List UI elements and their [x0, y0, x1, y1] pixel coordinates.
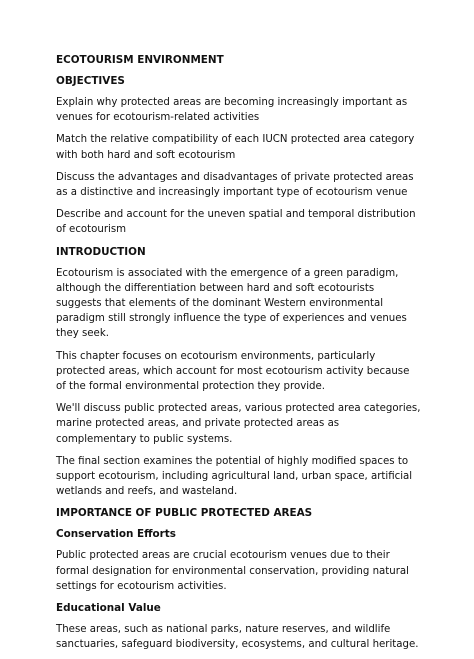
educational-paragraph: These areas, such as national parks, nature reserves, and wildlife sanctuaries, safeguard biodiversity, ecosystems, and cultural heritage.: [56, 624, 419, 651]
objective-item: Discuss the advantages and disadvantages of private protected areas as a distinctive and increasingly important type of ecotourism venue: [56, 171, 414, 199]
objectives-heading: OBJECTIVES: [56, 75, 125, 87]
objective-item: Explain why protected areas are becoming increasingly important as venues for ecotourism-related activities: [56, 97, 408, 124]
importance-heading: IMPORTANCE OF PUBLIC PROTECTED AREAS: [56, 507, 313, 520]
document-title: ECOTOURISM ENVIRONMENT: [56, 54, 224, 66]
introduction-paragraph: Ecotourism is associated with the emergence of a green paradigm, although the differentiation between hard and soft ecotourists suggests that elements of the dominant Western environmental paradigm still strongly influence the type of experiences and venues they seek.: [56, 267, 407, 340]
conservation-paragraph: Public protected areas are crucial ecotourism venues due to their formal designation for environmental conservation, providing natural settings for ecotourism activities.: [56, 550, 410, 592]
introduction-heading: INTRODUCTION: [56, 245, 146, 258]
introduction-paragraph: We'll discuss public protected areas, various protected area categories, marine protected areas, and private protected areas as complementary to public systems.: [56, 403, 421, 445]
introduction-paragraph: This chapter focuses on ecotourism environments, particularly protected areas, which account for most ecotourism activity because of the formal environmental protection they provide.: [56, 350, 410, 393]
objective-item: Describe and account for the uneven spatial and temporal distribution of ecotourism: [56, 209, 416, 236]
introduction-paragraph: The final section examines the potential of highly modified spaces to support ecotourism, including agricultural land, urban space, artificial wetlands and reefs, and wasteland.: [56, 455, 413, 498]
document-page: [56, 53, 422, 659]
conservation-heading: Conservation Efforts: [56, 528, 176, 541]
educational-heading: Educational Value: [56, 602, 161, 615]
objective-item: Match the relative compatibility of each IUCN protected area category with both hard and soft ecotourism: [56, 134, 415, 161]
